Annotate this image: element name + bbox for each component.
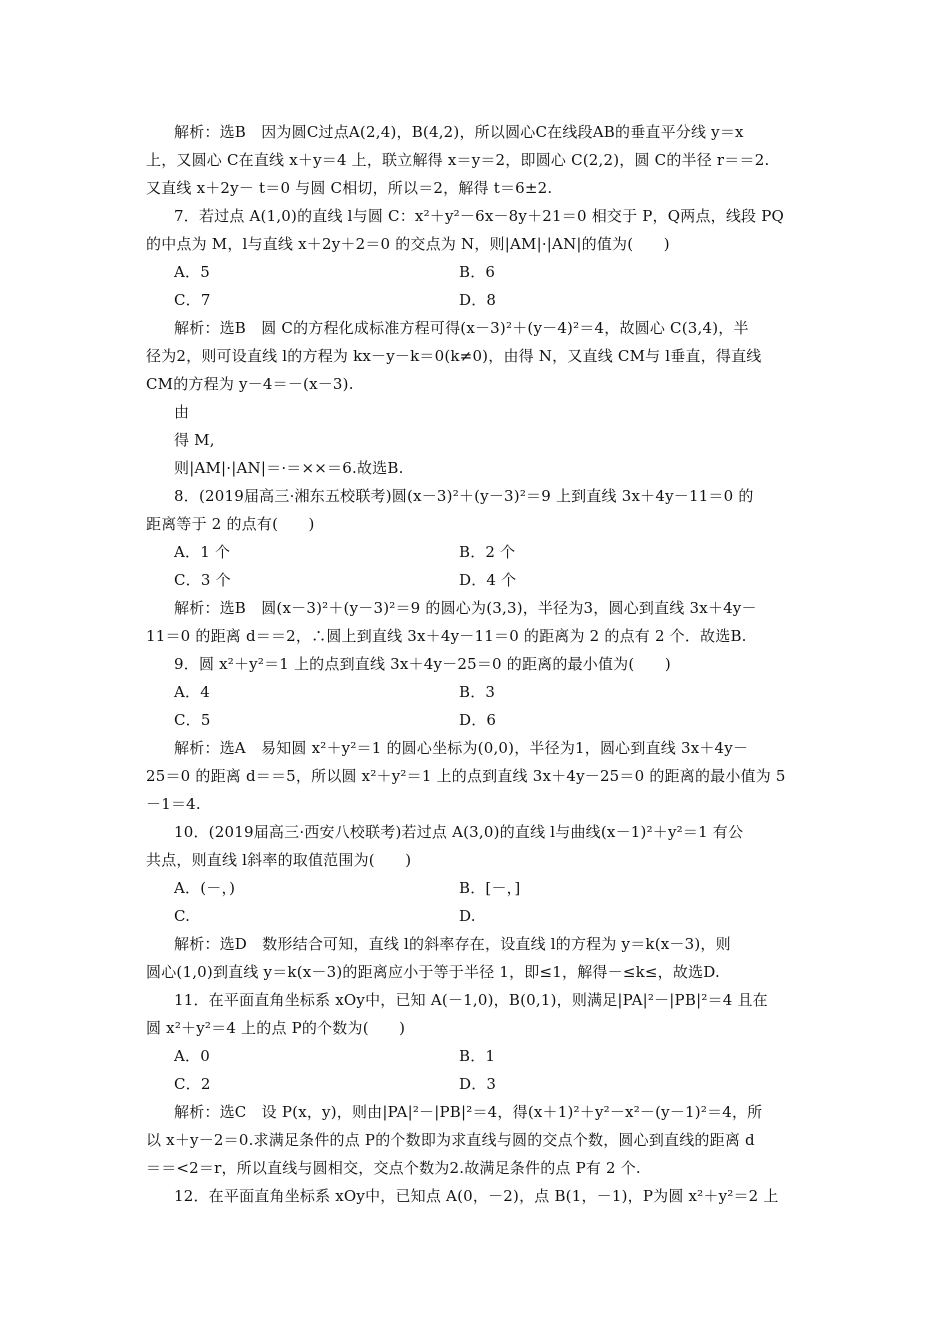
option-b: B．1 [459, 1047, 496, 1065]
option-b: B．[－，] [459, 879, 521, 897]
option-d: D. [459, 907, 476, 925]
text-line: 11＝0 的距离 d＝＝2，∴圆上到直线 3x＋4y－11＝0 的距离为 2 的点有 2 个．故选B. [146, 627, 747, 645]
option-c: C. [174, 907, 191, 925]
option-b: B．3 [459, 683, 496, 701]
option-c: C．3 个 [174, 571, 231, 589]
option-a: A．(－，) [174, 879, 236, 897]
text-line: 共点，则直线 l斜率的取值范围为( ) [146, 851, 412, 869]
option-d: D．6 [459, 711, 497, 729]
option-c: C．7 [174, 291, 211, 309]
option-b: B．2 个 [459, 543, 516, 561]
text-line: 以 x＋y－2＝0.求满足条件的点 P的个数即为求直线与圆的交点个数，圆心到直线的距离 d [146, 1131, 755, 1149]
text-line: 距离等于 2 的点有( ) [146, 515, 315, 533]
question-8: 8．(2019届高三·湘东五校联考)圆(x－3)²＋(y－3)²＝9 上到直线 3x＋4y－11＝0 的 [174, 487, 754, 505]
option-a: A．1 个 [174, 543, 231, 561]
text-line: 解析：选C 设 P(x，y)，则由|PA|²－|PB|²＝4，得(x＋1)²＋y²－x²－(y－1)²＝4，所 [174, 1103, 763, 1121]
text-line: 由 [174, 403, 190, 421]
text-line: 25＝0 的距离 d＝＝5，所以圆 x²＋y²＝1 上的点到直线 3x＋4y－25＝0 的距离的最小值为 5 [146, 767, 786, 785]
option-a: A．4 [174, 683, 210, 701]
question-10: 10．(2019届高三·西安八校联考)若过点 A(3,0)的直线 l与曲线(x－1)²＋y²＝1 有公 [174, 823, 744, 841]
text-line: 的中点为 M，l与直线 x＋2y＋2＝0 的交点为 N，则|AM|·|AN|的值为( ) [146, 235, 670, 253]
question-7: 7．若过点 A(1,0)的直线 l与圆 C：x²＋y²－6x－8y＋21＝0 相交于 P，Q两点，线段 PQ [174, 207, 785, 225]
text-line: 解析：选B 圆 C的方程化成标准方程可得(x－3)²＋(y－4)²＝4，故圆心 C(3,4)，半 [174, 319, 749, 337]
option-c: C．5 [174, 711, 211, 729]
text-line: 上，又圆心 C在直线 x＋y＝4 上，联立解得 x＝y＝2，即圆心 C(2,2)，圆 C的半径 r＝＝2. [146, 151, 770, 169]
option-a: A．5 [174, 263, 210, 281]
text-line: 解析：选D 数形结合可知，直线 l的斜率存在，设直线 l的方程为 y＝k(x－3)，则 [174, 935, 731, 953]
text-line: 径为2，则可设直线 l的方程为 kx－y－k＝0(k≠0)，由得 N，又直线 CM与 l垂直，得直线 [146, 347, 762, 365]
option-d: D．4 个 [459, 571, 517, 589]
option-d: D．8 [459, 291, 497, 309]
text-line: 又直线 x＋2y－ t＝0 与圆 C相切，所以＝2，解得 t＝6±2. [146, 179, 553, 197]
text-line: 得 M, [174, 431, 215, 449]
question-12: 12．在平面直角坐标系 xOy中，已知点 A(0，－2)，点 B(1，－1)，P为圆 x²＋y²＝2 上 [174, 1187, 779, 1205]
text-line: 圆心(1,0)到直线 y＝k(x－3)的距离应小于等于半径 1，即≤1，解得－≤k≤，故选D. [146, 963, 720, 981]
option-c: C．2 [174, 1075, 211, 1093]
text-line: 解析：选B 因为圆C过点A(2,4)，B(4,2)，所以圆心C在线段AB的垂直平分线 y＝x [174, 123, 744, 141]
question-11: 11．在平面直角坐标系 xOy中，已知 A(－1,0)，B(0,1)，则满足|PA|²－|PB|²＝4 且在 [174, 991, 768, 1009]
text-line: －1＝4. [146, 795, 201, 813]
option-d: D．3 [459, 1075, 497, 1093]
question-9: 9．圆 x²＋y²＝1 上的点到直线 3x＋4y－25＝0 的距离的最小值为( ) [174, 655, 671, 673]
text-line: ＝＝<2＝r，所以直线与圆相交，交点个数为2.故满足条件的点 P有 2 个. [146, 1159, 641, 1177]
text-line: 解析：选B 圆(x－3)²＋(y－3)²＝9 的圆心为(3,3)，半径为3，圆心到直线 3x＋4y－ [174, 599, 757, 617]
option-b: B．6 [459, 263, 496, 281]
option-a: A．0 [174, 1047, 210, 1065]
text-line: 解析：选A 易知圆 x²＋y²＝1 的圆心坐标为(0,0)，半径为1，圆心到直线 3x＋4y－ [174, 739, 749, 757]
text-line: 圆 x²＋y²＝4 上的点 P的个数为( ) [146, 1019, 406, 1037]
text-line: CM的方程为 y－4＝－(x－3). [146, 375, 354, 393]
text-line: 则|AM|·|AN|＝·＝××＝6.故选B. [174, 459, 404, 477]
